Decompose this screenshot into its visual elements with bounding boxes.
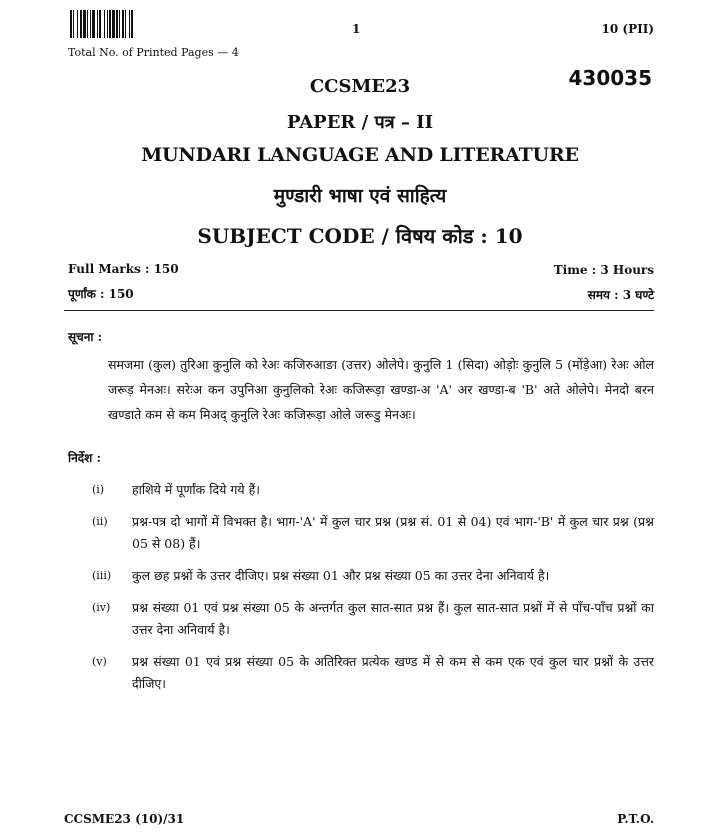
instruction-text: कुल छह प्रश्नों के उत्तर दीजिए। प्रश्न संख्या 01 और प्रश्न संख्या 05 का उत्तर देना अनिवार्य है। — [132, 568, 550, 583]
instruction-text: प्रश्न संख्या 01 एवं प्रश्न संख्या 05 के अतिरिक्त प्रत्येक खण्ड में से कम से कम एक एवं कुल चार प्रश्नों के उत्तर दीजिए। — [132, 654, 654, 691]
instruction-text: प्रश्न-पत्र दो भागों में विभक्त है। भाग-'A' में कुल चार प्रश्न (प्रश्न सं. 01 से 04) एवं भाग-'B' में कुल चार प्रश्न (प्रश्न 05 से 08) हैं। — [132, 514, 654, 551]
serial-number: 430035 — [568, 66, 652, 90]
instruction-number: (iv) — [92, 601, 111, 614]
exam-code: CCSME23 — [309, 76, 411, 97]
page-number: 1 — [352, 22, 361, 36]
total-printed-pages: Total No. of Printed Pages — 4 — [68, 46, 239, 59]
time-allowed-hindi: समय : 3 घण्टे — [587, 288, 654, 302]
instruction-item — [92, 651, 654, 695]
instruction-number: (iii) — [92, 569, 112, 582]
full-marks: Full Marks : 150 — [68, 262, 179, 276]
instructions-list — [92, 479, 654, 705]
paper-title: PAPER / पत्र – II — [286, 112, 434, 133]
instruction-number: (ii) — [92, 515, 108, 528]
instruction-item — [92, 565, 654, 587]
instruction-number: (i) — [92, 483, 105, 496]
notice-heading: सूचना : — [68, 330, 103, 344]
instruction-text: हाशिये में पूर्णांक दिये गये हैं। — [132, 482, 260, 497]
instruction-item — [92, 597, 654, 641]
full-marks-hindi: पूर्णांक : 150 — [68, 287, 134, 301]
instructions-heading: निर्देश : — [68, 451, 101, 465]
instruction-text: प्रश्न संख्या 01 एवं प्रश्न संख्या 05 के अन्तर्गत कुल सात-सात प्रश्न हैं। कुल सात-सात प्रश्नों में से पाँच-पाँच प्रश्नों का उत्तर देना अनिवार्य है। — [132, 600, 654, 637]
subject-code: SUBJECT CODE / विषय कोड : 10 — [197, 224, 523, 248]
notice-body: समजमा (कुल) तुरिआ कुनुलि को रेअः कजिरुआङा (उत्तर) ओलेपे। कुनुलि 1 (सिदा) ओड़ोः कुनुलि 5 (मोंड़ेआ) रेअः ओल जरूड़ मेनअः। सरेःअ कन उपुनिआ कुनुलिको रेअः कजिरूड़ा खण्डा-अ 'A' अर खण्डा-ब 'B' अते ओलेपे। मेनदो बरन खण्डाते कम से कम मिअद् कुनुलि रेअः कजिरूड़ा ओले जरूडु मेनअः। — [108, 357, 654, 422]
subject-title-hindi: मुण्डारी भाषा एवं साहित्य — [273, 185, 447, 207]
please-turn-over: P.T.O. — [617, 812, 654, 826]
paper-reference: 10 (PII) — [601, 22, 654, 36]
barcode — [70, 10, 206, 38]
time-allowed: Time : 3 Hours — [553, 263, 654, 277]
instruction-item — [92, 511, 654, 555]
instruction-number: (v) — [92, 655, 107, 668]
footer-code: CCSME23 (10)/31 — [64, 812, 185, 826]
subject-title-english: MUNDARI LANGUAGE AND LITERATURE — [141, 144, 579, 166]
divider — [64, 310, 654, 311]
instruction-item — [92, 479, 654, 501]
